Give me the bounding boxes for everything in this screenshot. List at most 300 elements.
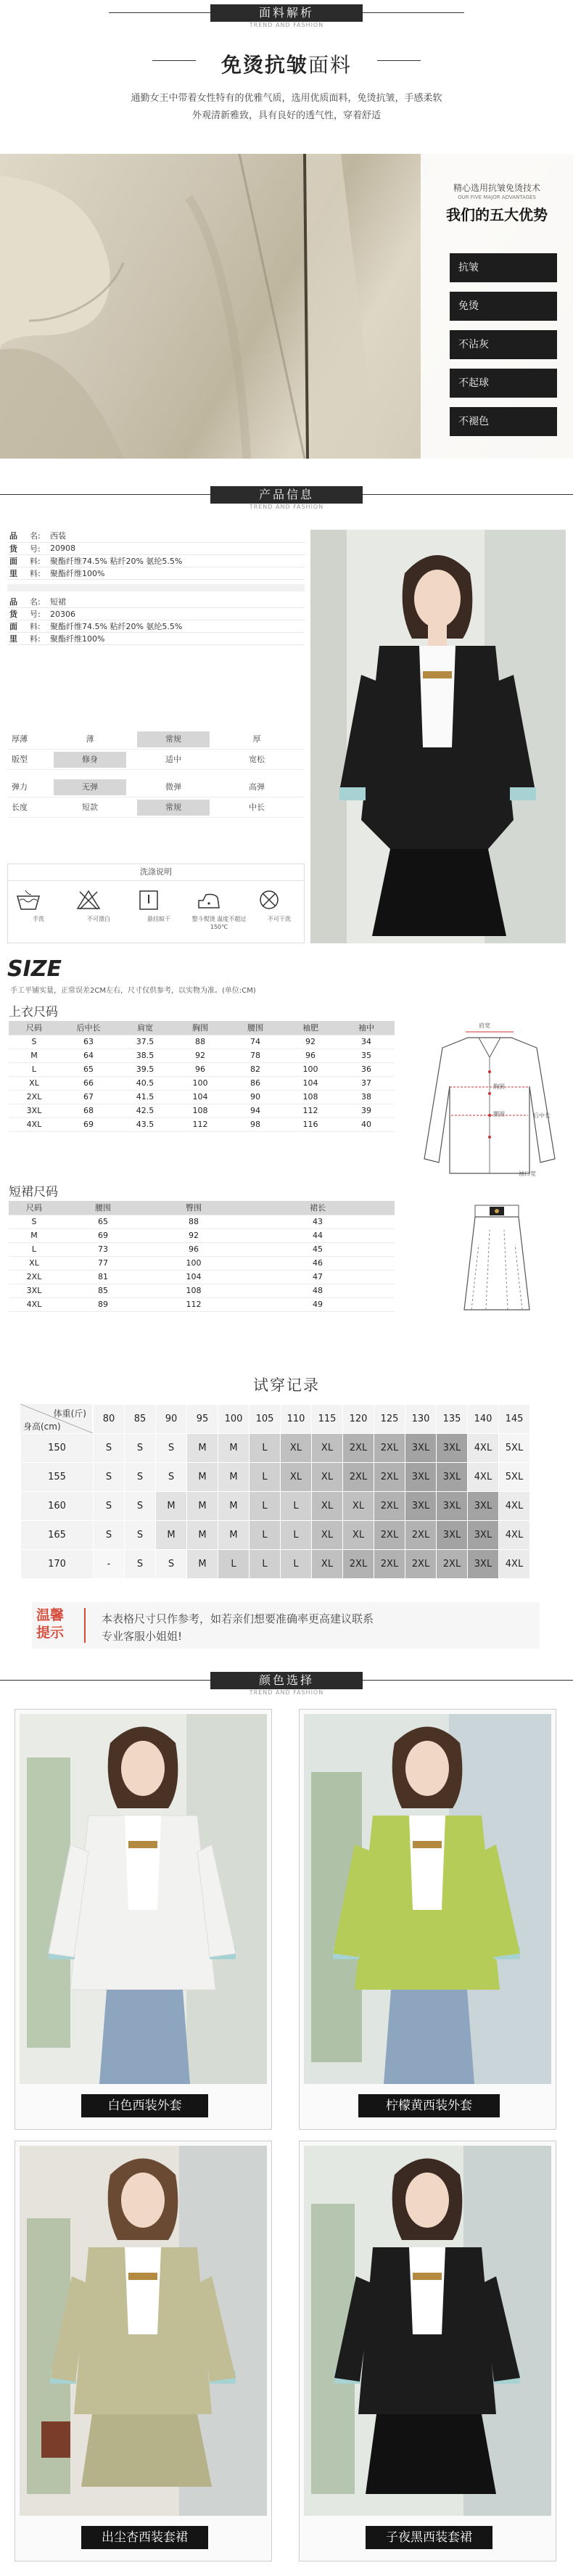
trial-size-cell: L [281,1550,312,1579]
size-cell: 38 [338,1090,395,1104]
size-row [9,1076,395,1090]
color-card-white[interactable] [15,1709,272,2130]
size-cell: 48 [241,1284,395,1297]
size-cell: 69 [59,1228,147,1242]
size-cell: 63 [59,1035,118,1049]
iron-icon [196,889,222,911]
size-cell: 43 [241,1215,395,1228]
trial-size-cell: 3XL [468,1492,499,1521]
size-cell: 88 [147,1215,241,1228]
color-card-lemon[interactable] [299,1709,556,2130]
advantage-item: 不起球 [450,369,557,398]
size-row [9,1215,395,1228]
size-cell: 90 [228,1090,283,1104]
size-cell: 82 [228,1062,283,1076]
weight-cell: 80 [94,1405,125,1434]
size-cell: 89 [59,1297,147,1311]
size-cell: XL [9,1076,59,1090]
height-cell: 165 [21,1521,94,1550]
attribute-option: 常规 [137,800,210,816]
size-cell: 116 [283,1117,338,1131]
trial-title: 试穿记录 [253,1377,320,1394]
value: 短裙 [48,596,305,608]
size-row [9,1228,395,1242]
size-cell: L [9,1242,59,1256]
trial-size-cell: 2XL [437,1550,468,1579]
size-row [9,1256,395,1270]
trial-size-cell: S [156,1434,187,1463]
advantages-en: OUR FIVE MAJOR ADVANTAGES [458,194,536,200]
size-cell: 100 [173,1076,228,1090]
wash-label: 手洗 [33,916,44,922]
trial-size-cell: S [156,1550,187,1579]
color-caption: 白色西装外套 [81,2094,208,2117]
section-badge-sub: TREND AND FASHION [249,1689,324,1696]
size-cell: 74 [228,1035,283,1049]
model-photo-white [20,1714,267,2084]
size-cell: 36 [338,1062,395,1076]
hang-dry-icon [136,889,162,911]
size-cell: 4XL [9,1297,59,1311]
fabric-title-bold: 免烫抗皱 [220,53,308,77]
weight-cell: 135 [437,1405,468,1434]
section-badge: 产品信息 [210,486,363,504]
size-cell: 86 [228,1076,283,1090]
trial-size-cell: 4XL [499,1492,530,1521]
trial-size-cell: 3XL [437,1463,468,1492]
trial-size-cell: S [125,1550,156,1579]
size-header-cell: 腰围 [59,1201,147,1215]
size-cell: 40.5 [118,1076,173,1090]
trial-size-cell: 4XL [499,1521,530,1550]
trial-size-cell: 2XL [343,1434,374,1463]
tip-line2: 专业客服小姐姐! [102,1630,183,1643]
size-row [9,1242,395,1256]
size-cell: 46 [241,1256,395,1270]
trial-size-cell: 5XL [499,1434,530,1463]
size-cell: 65 [59,1215,147,1228]
model-photo-lemon [304,1714,551,2084]
size-cell: 45 [241,1242,395,1256]
size-cell: 68 [59,1104,118,1117]
trial-size-cell: M [156,1492,187,1521]
size-row [9,1270,395,1284]
trial-size-cell: XL [343,1492,374,1521]
cuff-label: 袖口宽 [519,1170,536,1177]
skirt-size-table [9,1201,395,1312]
length-label: 后中长 [533,1112,551,1119]
label: 号: [28,608,48,620]
attribute-option: 微弹 [165,782,181,792]
weight-cell: 90 [156,1405,187,1434]
weight-cell: 105 [250,1405,281,1434]
no-bleach-icon [75,889,102,911]
height-cell: 150 [21,1434,94,1463]
size-cell: 96 [283,1049,338,1062]
size-cell: 39.5 [118,1062,173,1076]
size-row [9,1117,395,1131]
wash-label: 不可漂白 [87,916,110,922]
trial-size-cell: M [187,1492,218,1521]
trial-size-cell: 2XL [343,1550,374,1579]
weight-header-row [93,1404,530,1434]
size-cell: 85 [59,1284,147,1297]
shirt-diagram [413,1022,566,1181]
trial-size-cell: 3XL [405,1492,437,1521]
advantage-item: 抗皱 [450,253,557,282]
advantage-item: 不沾灰 [450,330,557,359]
weight-cell: 125 [374,1405,405,1434]
model-photo-black-suit [310,530,566,943]
weight-cell: 85 [125,1405,156,1434]
trial-size-cell: M [218,1434,250,1463]
value: 聚酯纤维74.5% 粘纤20% 氨纶5.5% [48,554,305,567]
attribute-option: 薄 [86,734,94,744]
trial-size-cell: S [94,1492,125,1521]
weight-cell: 95 [187,1405,218,1434]
height-cell: 160 [21,1492,94,1521]
trial-size-cell: S [94,1463,125,1492]
trial-size-cell: XL [281,1463,312,1492]
size-header-cell: 胸围 [173,1021,228,1035]
trial-size-cell: XL [312,1550,343,1579]
size-cell: 92 [283,1035,338,1049]
tip-box [32,1602,540,1649]
label: 货 [7,608,28,620]
trial-size-cell: M [187,1550,218,1579]
wash-label: 悬挂晾干 [147,916,170,922]
trial-size-cell: M [218,1521,250,1550]
color-caption: 出尘杏西装套裙 [81,2526,208,2549]
label: 里 [7,567,28,579]
section-badge: 面料解析 [210,4,363,22]
size-cell: 112 [147,1297,241,1311]
trial-size-cell: 2XL [374,1463,405,1492]
size-cell: 65 [59,1062,118,1076]
trial-size-cell: S [125,1463,156,1492]
size-cell: 104 [173,1090,228,1104]
trial-table-wrapper [20,1404,551,1570]
label: 里 [7,633,28,645]
attribute-option: 适中 [165,754,181,764]
trial-size-cell: XL [312,1492,343,1521]
size-header-cell: 肩宽 [118,1021,173,1035]
attribute-option: 宽松 [249,754,265,764]
trial-row [21,1463,530,1492]
trial-size-cell: XL [343,1521,374,1550]
size-cell: M [9,1228,59,1242]
size-cell: 41.5 [118,1090,173,1104]
label: 品 [7,530,28,542]
color-caption: 子夜黑西装套裙 [366,2526,492,2549]
attribute-label: 长度 [12,802,28,812]
weight-cell: 145 [499,1405,530,1434]
size-cell: 3XL [9,1284,59,1297]
section-badge-sub: TREND AND FASHION [249,504,324,510]
size-row [9,1284,395,1297]
trial-size-cell: L [250,1463,281,1492]
trial-size-cell: M [218,1492,250,1521]
size-cell: 108 [283,1090,338,1104]
height-axis-label: 身高(cm) [23,1422,61,1432]
trial-size-cell: 4XL [499,1550,530,1579]
size-cell: 92 [173,1049,228,1062]
trial-size-cell: S [156,1463,187,1492]
attribute-option: 高弹 [249,782,265,792]
height-cell: 155 [21,1463,94,1492]
wash-title: 洗涤说明 [8,864,304,881]
size-cell: 43.5 [118,1117,173,1131]
size-cell: 38.5 [118,1049,173,1062]
trial-size-cell: L [250,1492,281,1521]
size-cell: 2XL [9,1090,59,1104]
trial-size-cell: 3XL [437,1492,468,1521]
size-cell: 42.5 [118,1104,173,1117]
size-row [9,1049,395,1062]
trial-size-cell: 4XL [468,1434,499,1463]
size-cell: 64 [59,1049,118,1062]
tip-label: 温馨 提示 [36,1607,65,1641]
size-cell: M [9,1049,59,1062]
trial-size-cell: XL [281,1434,312,1463]
trial-size-cell: XL [312,1521,343,1550]
attribute-label: 弹力 [12,782,28,792]
size-cell: S [9,1215,59,1228]
fabric-desc-line2: 外观清新雅致，具有良好的透气性，穿着舒适 [191,110,381,121]
attribute-row [7,797,305,818]
size-cell: 49 [241,1297,395,1311]
trial-size-cell: 3XL [468,1521,499,1550]
size-cell: 37.5 [118,1035,173,1049]
trial-size-cell: L [250,1434,281,1463]
attribute-row [7,750,305,770]
weight-cell: 100 [218,1405,250,1434]
label: 品 [7,596,28,608]
label: 货 [7,542,28,554]
size-row [9,1104,395,1117]
weight-axis-label: 体重(斤) [53,1408,86,1419]
no-dry-clean-icon [256,889,282,911]
model-photo-apricot [20,2146,267,2516]
size-cell: 112 [173,1117,228,1131]
size-heading: SIZE [7,956,62,982]
size-cell: 47 [241,1270,395,1284]
top-size-table [9,1021,395,1132]
attribute-option: 短款 [82,802,98,812]
color-card-black[interactable] [299,2141,556,2561]
fabric-closeup-photo [0,154,573,459]
trial-size-cell: L [250,1521,281,1550]
size-note: 手工平铺实量，正常误差2CM左右，尺寸仅供参考，以实物为准。(单位:CM) [10,987,256,995]
size-cell: 40 [338,1117,395,1131]
trial-size-cell: M [187,1463,218,1492]
trial-size-cell: 4XL [468,1463,499,1492]
weight-cell: 140 [468,1405,499,1434]
trial-size-cell: 2XL [374,1521,405,1550]
trial-row [21,1521,530,1550]
value: 西装 [48,530,305,542]
trial-row [21,1434,530,1463]
attribute-row [7,729,305,750]
size-cell: 2XL [9,1270,59,1284]
section-badge-sub: TREND AND FASHION [249,22,324,28]
trial-size-cell: 2XL [405,1521,437,1550]
size-cell: 78 [228,1049,283,1062]
section-header-product [0,482,573,509]
product1-table [7,530,305,580]
section-header-fabric [0,0,573,28]
attribute-option: 修身 [54,752,126,768]
size-cell: L [9,1062,59,1076]
trial-size-cell: 2XL [374,1434,405,1463]
attribute-option: 无弹 [54,779,126,795]
size-cell: 92 [147,1228,241,1242]
trial-row [21,1550,530,1579]
attribute-label: 版型 [12,754,28,764]
size-row [9,1035,395,1049]
label: 面 [7,554,28,567]
trial-size-cell: 5XL [499,1463,530,1492]
advantages-title: 我们的五大优势 [446,206,548,223]
attribute-row [7,777,305,797]
size-cell: 44 [241,1228,395,1242]
trial-size-cell: 3XL [437,1521,468,1550]
trial-corner [20,1404,93,1433]
size-header-cell: 臀围 [147,1201,241,1215]
chest-label: 胸围 [493,1083,505,1090]
size-cell: 94 [228,1104,283,1117]
label: 料: [28,633,48,645]
skirt-diagram [450,1201,544,1317]
attribute-option: 厚 [252,734,261,744]
size-cell: 88 [173,1035,228,1049]
size-cell: 4XL [9,1117,59,1131]
size-cell: S [9,1035,59,1049]
trial-size-cell: 2XL [405,1550,437,1579]
trial-size-cell: M [187,1434,218,1463]
weight-cell: 110 [281,1405,312,1434]
trial-size-cell: XL [312,1434,343,1463]
trial-size-cell: 2XL [374,1550,405,1579]
attribute-option: 中长 [249,802,265,812]
size-cell: 98 [228,1117,283,1131]
advantage-item: 不褪色 [450,407,557,436]
size-cell: 3XL [9,1104,59,1117]
tip-line1: 本表格尺寸只作参考，如若亲们想要准确率更高建议联系 [102,1612,374,1625]
size-row [9,1090,395,1104]
size-cell: 104 [147,1270,241,1284]
attribute-grid [7,729,305,818]
size-cell: 104 [283,1076,338,1090]
size-header-cell: 尺码 [9,1201,59,1215]
trial-size-cell: XL [312,1463,343,1492]
size-cell: 39 [338,1104,395,1117]
trial-body [20,1433,530,1579]
size-cell: 73 [59,1242,147,1256]
trial-size-cell: L [250,1550,281,1579]
trial-size-cell: 3XL [405,1463,437,1492]
size-cell: 69 [59,1117,118,1131]
color-caption: 柠檬黄西装外套 [358,2094,500,2117]
size-cell: 35 [338,1049,395,1062]
fabric-title-light: 面料 [308,53,353,77]
attribute-label: 厚薄 [12,734,28,744]
value: 聚酯纤维74.5% 粘纤20% 氨纶5.5% [48,620,305,633]
size-cell: 108 [173,1104,228,1117]
trial-size-cell: M [187,1521,218,1550]
trial-size-cell: S [94,1434,125,1463]
waist-label: 腰围 [493,1111,505,1117]
trial-size-cell: 2XL [343,1463,374,1492]
color-card-apricot[interactable] [15,2141,272,2561]
label: 号: [28,542,48,554]
wash-instructions [7,864,305,943]
top-size-title: 上衣尺码 [9,1005,58,1020]
trial-size-cell: L [281,1492,312,1521]
size-cell: 96 [173,1062,228,1076]
size-cell: 112 [283,1104,338,1117]
size-header-cell: 袖中 [338,1021,395,1035]
value: 聚酯纤维100% [48,567,305,579]
attribute-option: 常规 [137,731,210,747]
label: 面 [7,620,28,633]
trial-size-cell: S [125,1434,156,1463]
trial-size-cell: 3XL [405,1434,437,1463]
size-cell: 77 [59,1256,147,1270]
weight-cell: 120 [343,1405,374,1434]
trial-row [21,1492,530,1521]
value: 20908 [48,542,305,554]
fabric-desc-line1: 通勤女王中带着女性特有的优雅气质，选用优质面料，免烫抗皱，手感柔软 [131,93,442,104]
label: 名: [28,530,48,542]
trial-size-cell: L [218,1550,250,1579]
size-cell: 66 [59,1076,118,1090]
skirt-size-title: 短裙尺码 [9,1185,58,1199]
trial-size-cell: 3XL [468,1550,499,1579]
size-cell: 96 [147,1242,241,1256]
section-badge: 颜色选择 [210,1672,363,1689]
size-row [9,1062,395,1076]
size-row [9,1297,395,1311]
hand-wash-icon [15,889,41,911]
size-header-cell: 袖肥 [283,1021,338,1035]
size-cell: XL [9,1256,59,1270]
wash-label: 不可干洗 [268,916,291,922]
size-cell: 100 [147,1256,241,1270]
fabric-description [0,90,573,125]
trial-size-cell: - [94,1550,125,1579]
weight-cell: 130 [405,1405,437,1434]
section-header-colors [0,1668,573,1695]
shoulder-label: 肩宽 [479,1022,490,1029]
advantages-top: 精心选用抗皱免烫技术 [453,183,540,193]
size-cell: 81 [59,1270,147,1284]
model-photo-black [304,2146,551,2516]
trial-size-cell: S [125,1492,156,1521]
trial-size-cell: M [156,1521,187,1550]
size-cell: 34 [338,1035,395,1049]
trial-size-cell: L [281,1521,312,1550]
label: 料: [28,554,48,567]
size-cell: 37 [338,1076,395,1090]
trial-size-cell: 2XL [374,1492,405,1521]
wash-label: 整斗熨烫 温度不超过150℃ [191,916,247,930]
advantage-item: 免烫 [450,292,557,321]
product2-table [7,596,305,646]
trial-size-cell: S [125,1521,156,1550]
value: 20306 [48,608,305,620]
trial-size-cell: 3XL [437,1434,468,1463]
